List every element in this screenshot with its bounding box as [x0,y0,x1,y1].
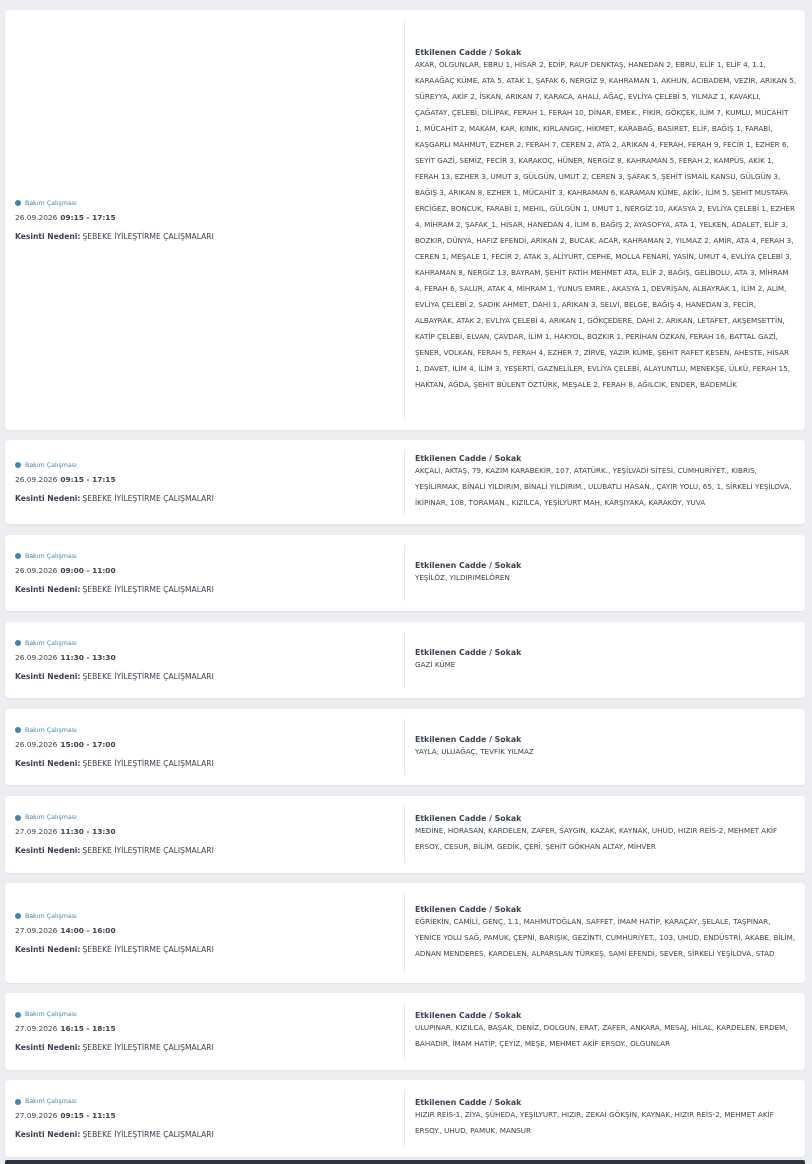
card-divider [404,806,405,863]
outage-reason [15,1043,405,1052]
status-dot-icon [15,815,21,821]
outage-time: 15:00 - 17:00 [60,739,116,749]
outage-time: 09:15 - 17:15 [60,474,116,484]
outage-datetime [15,1024,405,1033]
maintenance-badge [15,727,405,734]
maintenance-badge [15,913,405,920]
affected-streets [415,883,797,983]
outage-card [5,10,805,430]
outage-card [5,622,805,698]
street-list: MEDİNE, HORASAN, KARDELEN, ZAFER, SAYGIN, KAZAK, KAYNAK, UHUD, HIZIR REİS-2, MEHMET AKİF ERSOY., CESUR, BİLİM, GEDİK, ÇERİ, ŞEHİT GÖKHAN ALTAY, MİHVER [415,826,778,851]
maintenance-badge [15,1098,405,1105]
outage-card [5,440,805,524]
maintenance-badge [15,1011,405,1018]
affected-title: Etkilenen Cadde / Sokak [415,904,522,914]
card-divider [404,20,405,420]
outage-time: 09:15 - 11:15 [60,1111,116,1120]
street-list: ULUPINAR, KIZILCA, BAŞAK, DENİZ, DOLGUN, ERAT, ZAFER, ANKARA, MESAJ, HİLAL, KARDELEN, ERDEM, BAHADIR, İMAM HATİP, ÇEYİZ, MEŞE, MEHMET AKİF ERSOY., OLGUNLAR [415,1023,788,1048]
maintenance-badge [15,553,405,560]
affected-streets [415,709,797,785]
outage-time: 09:00 - 11:00 [60,565,116,575]
reason-value: ŞEBEKE İYİLEŞTİRME ÇALIŞMALARI [82,671,214,681]
card-divider [404,545,405,601]
outage-date: 26.09.2026 [15,212,58,222]
status-dot-icon [15,640,21,646]
reason-value: ŞEBEKE İYİLEŞTİRME ÇALIŞMALARI [82,493,214,503]
reason-label: Kesinti Nedeni: [15,944,81,954]
outage-time: 11:30 - 13:30 [60,827,116,836]
status-dot-icon [15,553,21,559]
maintenance-badge [15,462,405,469]
card-divider [404,893,405,973]
outage-card [5,993,805,1070]
reason-value: ŞEBEKE İYİLEŞTİRME ÇALIŞMALARI [82,944,214,954]
maintenance-badge [15,200,405,207]
status-dot-icon [15,913,21,919]
status-dot-icon [15,1099,21,1105]
street-list: HIZIR REİS-1, ZİYA, ŞÜHEDA, YEŞİLYURT, HIZIR, ZEKAİ GÖKŞİN, KAYNAK, HIZIR REİS-2, MEHMET AKİF ERSOY., UHUD, PAMUK, MANSUR [415,1110,774,1135]
outage-datetime [15,566,405,575]
reason-label: Kesinti Nedeni: [15,758,81,768]
affected-title: Etkilenen Cadde / Sokak [415,734,522,744]
reason-value: ŞEBEKE İYİLEŞTİRME ÇALIŞMALARI [82,584,214,594]
outage-info [5,535,405,611]
outage-info [5,993,405,1070]
card-divider [404,719,405,775]
status-dot-icon [15,200,21,206]
affected-streets [415,1080,797,1157]
outage-reason [15,232,405,241]
outage-info [5,440,405,524]
outage-card [5,796,805,873]
outage-reason [15,846,405,855]
reason-label: Kesinti Nedeni: [15,1130,81,1139]
reason-value: ŞEBEKE İYİLEŞTİRME ÇALIŞMALARI [82,1043,214,1052]
next-card-edge [5,1160,805,1164]
card-divider [404,632,405,688]
outage-time: 14:00 - 16:00 [60,925,116,935]
outage-datetime [15,653,405,662]
outage-time: 09:15 - 17:15 [60,212,116,222]
outage-date: 27.09.2026 [15,1111,58,1120]
outage-datetime [15,740,405,749]
outage-reason [15,945,405,954]
outage-datetime [15,926,405,935]
outage-card [5,883,805,983]
badge-label: Bakım Çalışması [25,1098,77,1105]
status-dot-icon [15,727,21,733]
affected-streets [415,622,797,698]
street-list: AKÇALI, AKTAŞ, 79, KAZIM KARABEKİR, 107, ATATÜRK., YEŞİLVADİ SİTESİ, CUMHURİYET., KIBRIS, YEŞİLIRMAK, BİNALİ YILDIRIM, BİNALİ YILDIRIM., ULUBATLI HASAN., ÇAYIR YOLU, 65, 1, SİRKELİ YEŞİLOVA, İKİPINAR, 108, TORAMAN., KIZILCA, YEŞİLYURT MAH, KARŞIYAKA, KARAKÖY, YUVA [415,465,792,507]
affected-title: Etkilenen Cadde / Sokak [415,647,522,657]
reason-label: Kesinti Nedeni: [15,1043,81,1052]
outage-info [5,796,405,873]
affected-streets [415,10,797,430]
outage-info [5,883,405,983]
badge-label: Bakım Çalışması [25,1011,77,1018]
affected-streets [415,535,797,611]
outage-info [5,10,405,430]
outage-date: 27.09.2026 [15,1024,58,1033]
outage-info [5,622,405,698]
outage-date: 27.09.2026 [15,925,58,935]
reason-label: Kesinti Nedeni: [15,584,81,594]
street-list: GAZİ KÜME [415,659,456,669]
outage-datetime [15,475,405,484]
outage-time: 11:30 - 13:30 [60,652,116,662]
outage-card [5,1080,805,1157]
badge-label: Bakım Çalışması [25,199,77,207]
affected-title: Etkilenen Cadde / Sokak [415,1098,522,1107]
affected-title: Etkilenen Cadde / Sokak [415,453,522,463]
affected-streets [415,440,797,524]
outage-date: 26.09.2026 [15,652,58,662]
reason-value: ŞEBEKE İYİLEŞTİRME ÇALIŞMALARI [82,846,214,855]
status-dot-icon [15,462,21,468]
status-dot-icon [15,1012,21,1018]
street-list: YAYLA, ULUAĞAÇ, TEVFİK YILMAZ [415,746,534,756]
affected-title: Etkilenen Cadde / Sokak [415,560,522,570]
badge-label: Bakım Çalışması [25,461,77,469]
badge-label: Bakım Çalışması [25,814,77,821]
maintenance-badge [15,814,405,821]
reason-label: Kesinti Nedeni: [15,231,81,241]
reason-value: ŞEBEKE İYİLEŞTİRME ÇALIŞMALARI [82,231,214,241]
badge-label: Bakım Çalışması [25,726,77,734]
outage-date: 27.09.2026 [15,827,58,836]
outage-datetime [15,213,405,222]
affected-streets [415,993,797,1070]
card-divider [404,450,405,514]
outage-card [5,709,805,785]
outage-reason [15,585,405,594]
outage-date: 26.09.2026 [15,474,58,484]
outage-date: 26.09.2026 [15,739,58,749]
outage-datetime [15,1111,405,1120]
affected-title: Etkilenen Cadde / Sokak [415,814,522,823]
badge-label: Bakım Çalışması [25,639,77,647]
affected-title: Etkilenen Cadde / Sokak [415,1011,522,1020]
badge-label: Bakım Çalışması [25,912,77,920]
reason-value: ŞEBEKE İYİLEŞTİRME ÇALIŞMALARI [82,758,214,768]
card-divider [404,1090,405,1147]
reason-label: Kesinti Nedeni: [15,493,81,503]
street-list: YEŞİLÖZ, YILDIRIMELÖREN [415,572,510,582]
reason-label: Kesinti Nedeni: [15,846,81,855]
card-divider [404,1003,405,1060]
street-list: AKAR, OLGUNLAR, EBRU 1, HİSAR 2, EDİP, RAUF DENKTAŞ, HANEDAN 2, EBRU, ELİF 1, ELİF 4, 1.1, KARAAĞAÇ KÜME, ATA 5, ATAK 1, ŞAFAK 6, NERGİZ 9, KAHRAMAN 1, AKHUN, ACIBADEM, VEZİR, ARIKAN 5, SÜREYYA, AKİF 2, İSKAN, ARIKAN 7, KARACA, AHALİ, AĞAÇ, EVLİYA ÇELEBİ 5, YILMAZ 1, KAVAKLI, ÇAĞATAY, ÇELEBİ, DİLİPAK, FERAH 1, FERAH 10, DİNAR, EMEK., FİKİR, GÖKÇEK, İLİM 7, KUMLU, MÜCAHİT 1, MÜCAHİT 2, MAKAM, KAR, KINIK, KIRLANGIÇ, HİKMET, KARABAĞ, BASİRET, ELİF, BAĞIŞ 1, FARABİ, KAŞGARLI MAHMUT, EZHER 2, FERAH 7, CEREN 2, ATA 2, ARIKAN 4, FERAH, FERAH 9, FECİR 1, EZHER 6, SEYİT GAZİ, SEMİZ, FECİR 3, KARAKOÇ, HÜNER, NERGİZ 8, KAHRAMAN 5, FERAH 2, KAMPÜS, AKİK 1, FERAH 13, EZHER 3, UMUT 3, GÜLGÜN, UMUT 2, CEREN 3, ŞAFAK 5, ŞEHİT İSMAİL KANSU, GÜLGÜN 3, BAĞIŞ 3, ARIKAN 8, EZHER 1, MÜCAHİT 3, KAHRAMAN 6, KARAMAN KÜME, AKİK-, İLİM 5, ŞEHİT MUSTAFA ERCİĞEZ, BONCUK, FARABİ 1, MEHİL, GÜLGÜN 1, UMUT 1, NERGİZ 10, AKASYA 2, EVLİYA ÇELEBİ 1, EZHER 4, MİHRAM 2, ŞAFAK_1, HİSAR, HANEDAN 4, İLİM 6, BAĞIŞ 2, AYASOFYA, ATA 1, YELKEN, ADALET, ELİF 3, BOZKIR, DÜNYA, HAFIZ EFENDİ, ARIKAN 2, BUCAK, ACAR, KAHRAMAN 2, YILMAZ 2, AMİR, ATA 4, FERAH 3, CEREN 1, MEŞALE 1, FECİR 2, ATAK 3, ALİYURT, CEPHE, MOLLA FENARİ, YASİN, UMUT 4, EVLİYA ÇELEBİ 3, KAHRAMAN 8, NERGİZ 13, BAYRAM, ŞEHİT FATİH MEHMET ATA, ELİF 2, BAĞIŞ, GELİBOLU, ATA 3, MİHRAM 4, FERAH 6, SALUR, ATAK 4, MİHRAM 1, YUNUS EMRE., AKASYA 1, DEVRİŞAN, ALBAYRAK 1, İLİM 2, ALİM, EVLİYA ÇELEBİ 2, SADIK AHMET, DAHİ 1, ARIKAN 3, SELVİ, BELGE, BAĞIŞ 4, HANEDAN 3, FECİR, ALBAYRAK, ATAK 2, EVLİYA ÇELEBİ 4, ARIKAN 1, GÖKÇEDERE, DAHİ 2, ARIKAN, LETAFET, AKŞEMSETTİN, KATİP ÇELEBİ, ELVAN, ÇAVDAR, İLİM 1, HAKYOL, BOZKIR 1, PERİHAN ÖZKAN, FERAH 16, BATTAL GAZİ, ŞENER, VOLKAN, FERAH 5, FERAH 4, EZHER 7, ZİRVE, YAZIR KÜME, ŞEHİT RAFET KESEN, AHESTE, HİSAR 1, DAVET, İLİM 4, İLİM 3, YEŞERTİ, GAZNELİLER, EVLİYA ÇELEBİ, ALAYUNTLU, MENEKŞE, ÜLKÜ, FERAH 15, HAKTAN, AĞDA, ŞEHİT BÜLENT ÖZTÜRK, MEŞALE 2, FERAH 8, AĞILCIK, ENDER, BADEMLİK [415,59,797,389]
outage-reason [15,494,405,503]
affected-title: Etkilenen Cadde / Sokak [415,47,522,57]
outage-date: 26.09.2026 [15,565,58,575]
badge-label: Bakım Çalışması [25,552,77,560]
street-list: EĞRİEKİN, CAMİLİ, GENÇ, 1.1, MAHMUTOĞLAN, SAFFET, İMAM HATİP, KARAÇAY, ŞELALE, TAŞPINAR, YENİCE YOLU SAĞ, PAMUK, ÇEPNİ, BARIŞIK, GEZİNTİ, CUMHURİYET., 103, UHUD, ENDÜSTRİ, AKABE, BİLİM, ADNAN MENDERES, KARDELEN, ALPARSLAN TÜRKEŞ, SAMİ EFENDİ, SEVER, SİRKELİ YEŞİLOVA, STAD [415,916,796,958]
outage-time: 16:15 - 18:15 [60,1024,116,1033]
outage-reason [15,1130,405,1139]
outage-info [5,1080,405,1157]
maintenance-badge [15,640,405,647]
outage-reason [15,759,405,768]
outage-info [5,709,405,785]
reason-label: Kesinti Nedeni: [15,671,81,681]
affected-streets [415,796,797,873]
outage-card [5,535,805,611]
outage-datetime [15,827,405,836]
reason-value: ŞEBEKE İYİLEŞTİRME ÇALIŞMALARI [82,1130,214,1139]
outage-reason [15,672,405,681]
